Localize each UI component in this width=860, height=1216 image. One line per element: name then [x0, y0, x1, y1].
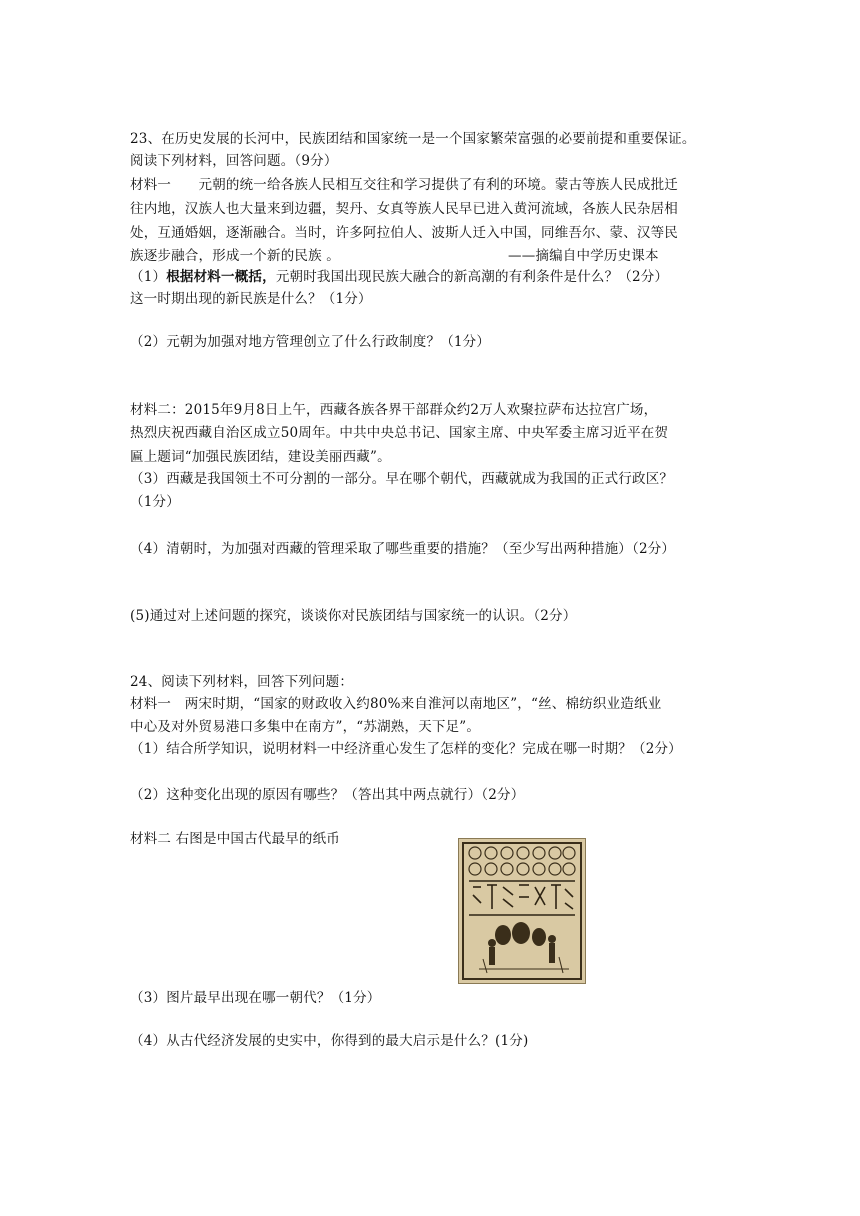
q23-material-2-line-1: 材料二：2015年9月8日上午，西藏各族各界干部群众约2万人欢聚拉萨布达拉宫广场， [130, 402, 658, 418]
q23-intro-line-1: 23、在历史发展的长河中，民族团结和国家统一是一个国家繁荣富强的必要前提和重要保证。 [130, 131, 696, 147]
q24-intro: 24、阅读下列材料，回答下列问题： [130, 674, 354, 690]
q23-sub-question-3-line-2: （1分） [130, 494, 180, 510]
q23-material-1-line-3: 处，互通婚姻，逐渐融合。当时，许多阿拉伯人、波斯人迁入中国，同维吾尔、蒙、汉等民 [130, 225, 678, 241]
q24-sub-question-2: （2）这种变化出现的原因有哪些？（答出其中两点就行）（2分） [130, 787, 525, 803]
ancient-paper-money-image [458, 838, 586, 984]
q23-sub-question-1-line-2: 这一时期出现的新民族是什么？（1分） [130, 291, 372, 307]
q23-material-1-line-2: 往内地，汉族人也大量来到边疆，契丹、女真等族人民早已进入黄河流域，各族人民杂居相 [130, 201, 678, 217]
q24-material-2: 材料二 右图是中国古代最早的纸币 [130, 831, 340, 847]
q24-material-1-line-1: 材料一 两宋时期，“国家的财政收入约80%来自淮河以南地区”，“丝、棉纺织业造纸业 [130, 696, 662, 712]
q23-sub-question-5: (5)通过对上述问题的探究，谈谈你对民族团结与国家统一的认识。（2分） [130, 608, 577, 624]
q23-sub-question-1 [130, 268, 668, 286]
q24-sub-question-3: （3）图片最早出现在哪一朝代？（1分） [130, 990, 381, 1006]
q23-material-1-line-1: 材料一 元朝的统一给各族人民相互交往和学习提供了有利的环境。蒙古等族人民成批迁 [130, 177, 678, 193]
q23-sub-question-3: （3）西藏是我国领土不可分割的一部分。早在哪个朝代，西藏就成为我国的正式行政区？ [130, 471, 674, 487]
q23-q1-prefix: （1） [130, 269, 167, 285]
q23-intro-line-2: 阅读下列材料，回答问题。（9分） [130, 153, 338, 169]
q24-sub-question-1: （1）结合所学知识，说明材料一中经济重心发生了怎样的变化？完成在哪一时期？（2分） [130, 741, 682, 757]
q24-sub-question-4: （4）从古代经济发展的史实中，你得到的最大启示是什么？(1分) [130, 1033, 529, 1049]
q23-q1-bold: 根据材料一概括， [166, 269, 276, 285]
q23-material-2-line-2: 热烈庆祝西藏自治区成立50周年。中共中央总书记、国家主席、中央军委主席习近平在贺 [130, 425, 669, 441]
q23-sub-question-4: （4）清朝时，为加强对西藏的管理采取了哪些重要的措施？（至少写出两种措施）（2分） [130, 541, 676, 557]
q23-material-1-source: ——摘编自中学历史课本 [508, 248, 659, 264]
q24-material-1-line-2: 中心及对外贸易港口多集中在南方”，“苏湖熟，天下足”。 [130, 719, 481, 735]
q23-q1-rest: 元朝时我国出现民族大融合的新高潮的有利条件是什么？（2分） [275, 269, 669, 285]
q23-sub-question-2: （2）元朝为加强对地方管理创立了什么行政制度？（1分） [130, 334, 491, 350]
q23-material-2-line-3: 匾上题词“加强民族团结，建设美丽西藏”。 [130, 449, 391, 465]
q23-material-1-line-4: 族逐步融合，形成一个新的民族 。 [130, 248, 340, 264]
